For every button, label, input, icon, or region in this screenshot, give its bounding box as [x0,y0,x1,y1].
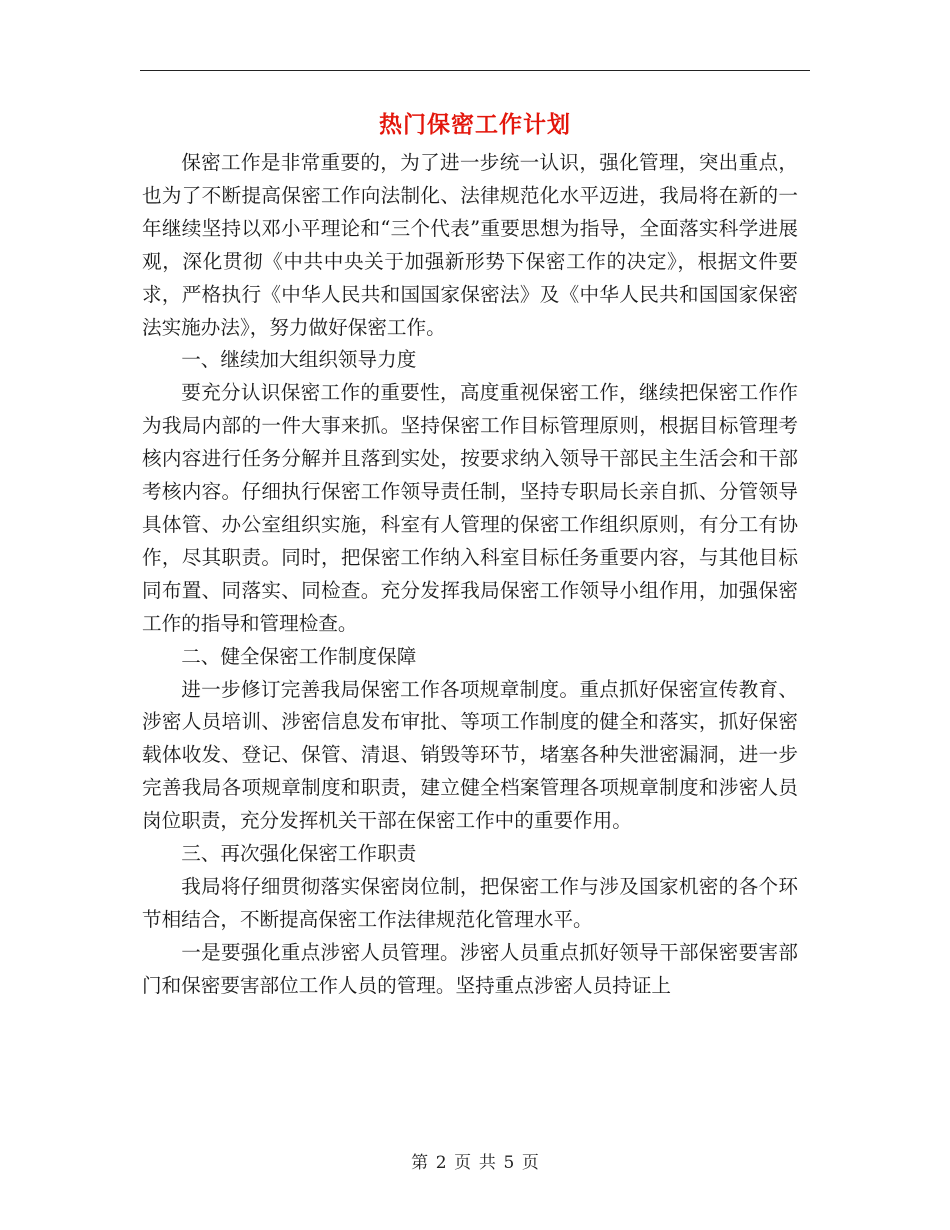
page-label-middle: 页 [454,1153,472,1173]
paragraph-section-3-item-1: 一是要强化重点涉密人员管理。涉密人员重点抓好领导干部保密要害部门和保密要害部位工作人员的管理。坚持重点涉密人员持证上 [142,940,798,997]
paragraph-section-2: 进一步修订完善我局保密工作各项规章制度。重点抓好保密宣传教育、涉密人员培训、涉密信息发布审批、等项工作制度的健全和落实，抓好保密载体收发、登记、保管、清退、销毁等环节，堵塞各种失泄密漏洞，进一步完善我局各项规章制度和职责，建立健全档案管理各项规章制度和涉密人员岗位职责，充分发挥机关干部在保密工作中的重要作用。 [142,677,798,833]
header-rule [140,70,810,71]
document-body [142,147,798,1003]
paragraph-intro: 保密工作是非常重要的，为了进一步统一认识，强化管理，突出重点，也为了不断提高保密工作向法制化、法律规范化水平迈进，我局将在新的一年继续坚持以邓小平理论和“三个代表”重要思想为指导，全面落实科学进展观，深化贯彻《中共中央关于加强新形势下保密工作的决定》，根据文件要求，严格执行《中华人民共和国国家保密法》及《中华人民共和国国家保密法实施办法》，努力做好保密工作。 [142,151,798,339]
section-heading-3: 三、再次强化保密工作职责 [181,842,417,866]
total-label: 共 [478,1153,496,1173]
page-label-suffix: 页 [521,1153,539,1173]
section-heading-1: 一、继续加大组织领导力度 [181,348,417,372]
paragraph-section-1: 要充分认识保密工作的重要性，高度重视保密工作，继续把保密工作作为我局内部的一件大事来抓。坚持保密工作目标管理原则，根据目标管理考核内容进行任务分解并且落到实处，按要求纳入领导干部民主生活会和干部考核内容。仔细执行保密工作领导责任制，坚持专职局长亲自抓、分管领导具体管、办公室组织实施，科室有人管理的保密工作组织原则，有分工有协作，尽其职责。同时，把保密工作纳入科室目标任务重要内容，与其他目标同布置、同落实、同检查。充分发挥我局保密工作领导小组作用，加强保密工作的指导和管理检查。 [142,381,798,635]
current-page-number: 2 [435,1153,447,1173]
page-number-footer [0,1151,950,1175]
total-pages-number: 5 [503,1153,515,1173]
paragraph-section-3: 我局将仔细贯彻落实保密岗位制，把保密工作与涉及国家机密的各个环节相结合，不断提高保密工作法律规范化管理水平。 [142,874,798,931]
section-heading-2: 二、健全保密工作制度保障 [181,644,417,668]
page-label-prefix: 第 [411,1153,429,1173]
document-title: 热门保密工作计划 [379,111,571,138]
